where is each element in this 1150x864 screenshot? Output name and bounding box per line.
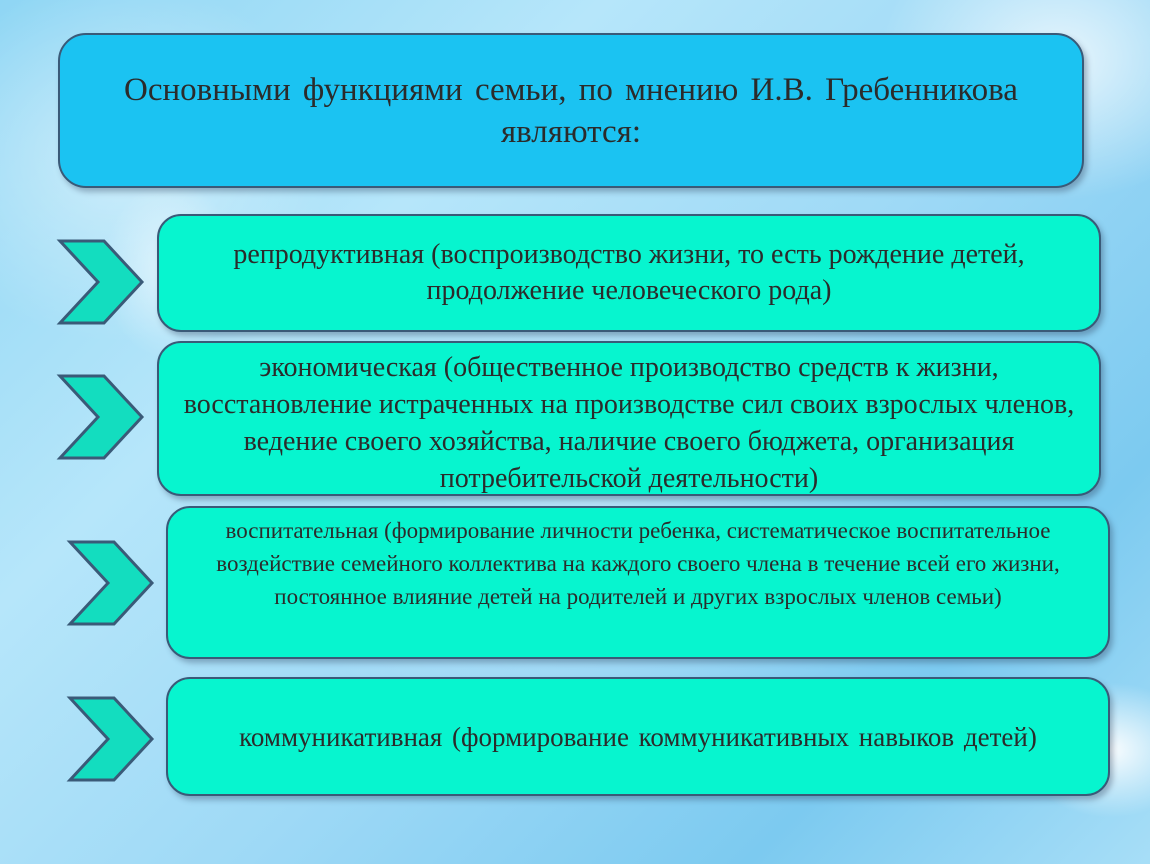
function-box-economic — [157, 341, 1101, 496]
function-text: экономическая (общественное производство средств к жизни, восстановление истраченных на производстве сил своих взрослых членов, ведение своего хозяйства, наличие своего бюджета, организация потребительской деятельности) — [183, 352, 1075, 494]
function-text: репродуктивная (воспроизводство жизни, то есть рождение детей, продолжение человеческого рода) — [233, 239, 1025, 306]
function-text: воспитательная (формирование личности ребенка, систематическое воспитательное воздействие семейного коллектива на каждого своего члена в течение всей его жизни, постоянное влияние детей на родителей и других взрослых членов семьи) — [216, 518, 1060, 609]
function-text: коммуникативная (формирование коммуникативных навыков детей) — [239, 721, 1037, 752]
chevron-right-icon — [56, 237, 146, 327]
function-box-communicative — [166, 677, 1110, 796]
function-box-educational — [166, 506, 1110, 659]
title-box — [58, 33, 1084, 188]
chevron-right-icon — [66, 538, 156, 628]
chevron-right-icon — [56, 372, 146, 462]
function-box-reproductive — [157, 214, 1101, 332]
chevron-right-icon — [66, 694, 156, 784]
page-title: Основными функциями семьи, по мнению И.В. Гребенникова являются: — [124, 71, 1018, 150]
